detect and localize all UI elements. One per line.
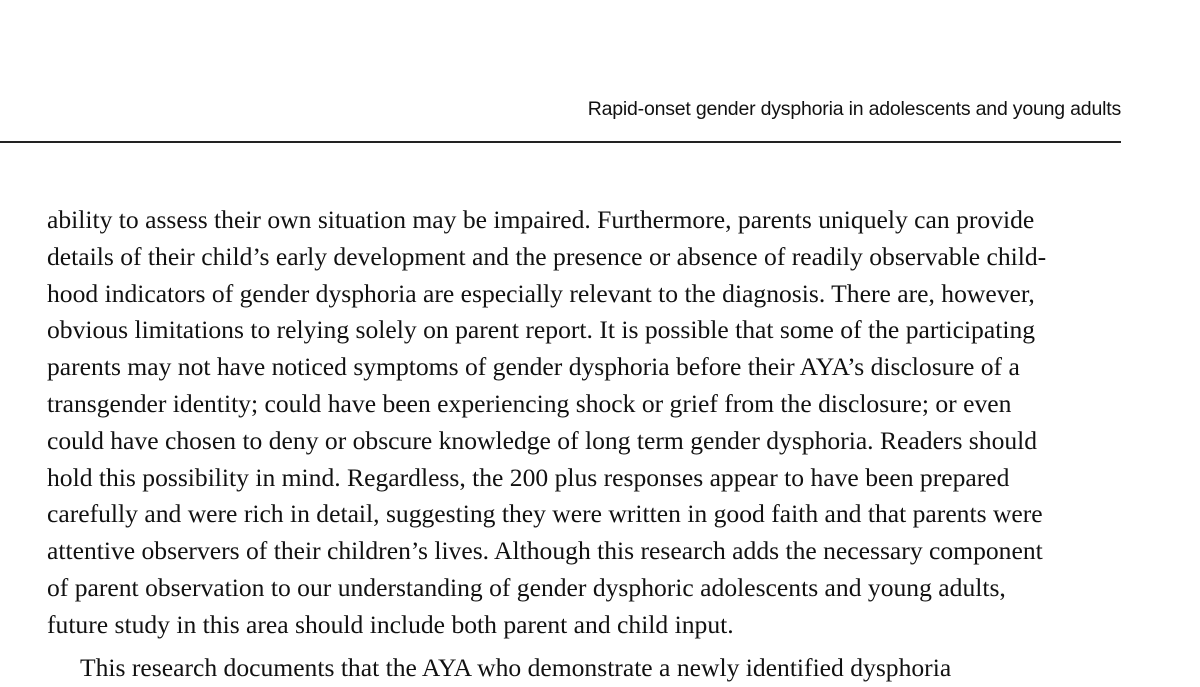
text-line: future study in this area should include both parent and child input. <box>47 609 734 639</box>
text-line: hold this possibility in mind. Regardless, the 200 plus responses appear to have been prepared <box>47 462 1010 492</box>
text-line: transgender identity; could have been experiencing shock or grief from the disclosure; or even <box>47 388 1012 418</box>
running-header-title: Rapid-onset gender dysphoria in adolescents and young adults <box>587 98 1121 120</box>
text-line: of parent observation to our understanding of gender dysphoric adolescents and young adults, <box>47 572 1006 602</box>
header-divider <box>0 141 1121 143</box>
text-line: attentive observers of their children’s lives. Although this research adds the necessary component <box>47 536 1043 566</box>
text-line: parents may not have noticed symptoms of gender dysphoria before their AYA’s disclosure of a <box>47 352 1020 382</box>
text-line: details of their child’s early development and the presence or absence of readily observable child- <box>47 241 1047 271</box>
text-line: carefully and were rich in detail, suggesting they were written in good faith and that parents were <box>47 499 1043 529</box>
body-paragraph <box>47 202 1127 644</box>
text-line: obvious limitations to relying solely on parent report. It is possible that some of the participating <box>47 315 1036 345</box>
text-line: could have chosen to deny or obscure knowledge of long term gender dysphoria. Readers should <box>47 425 1038 455</box>
next-paragraph-partial-line: This research documents that the AYA who demonstrate a newly identified dysphoria <box>80 653 952 682</box>
text-line: ability to assess their own situation may be impaired. Furthermore, parents uniquely can provide <box>47 205 1035 234</box>
text-line: hood indicators of gender dysphoria are especially relevant to the diagnosis. There are, however, <box>47 278 1035 308</box>
